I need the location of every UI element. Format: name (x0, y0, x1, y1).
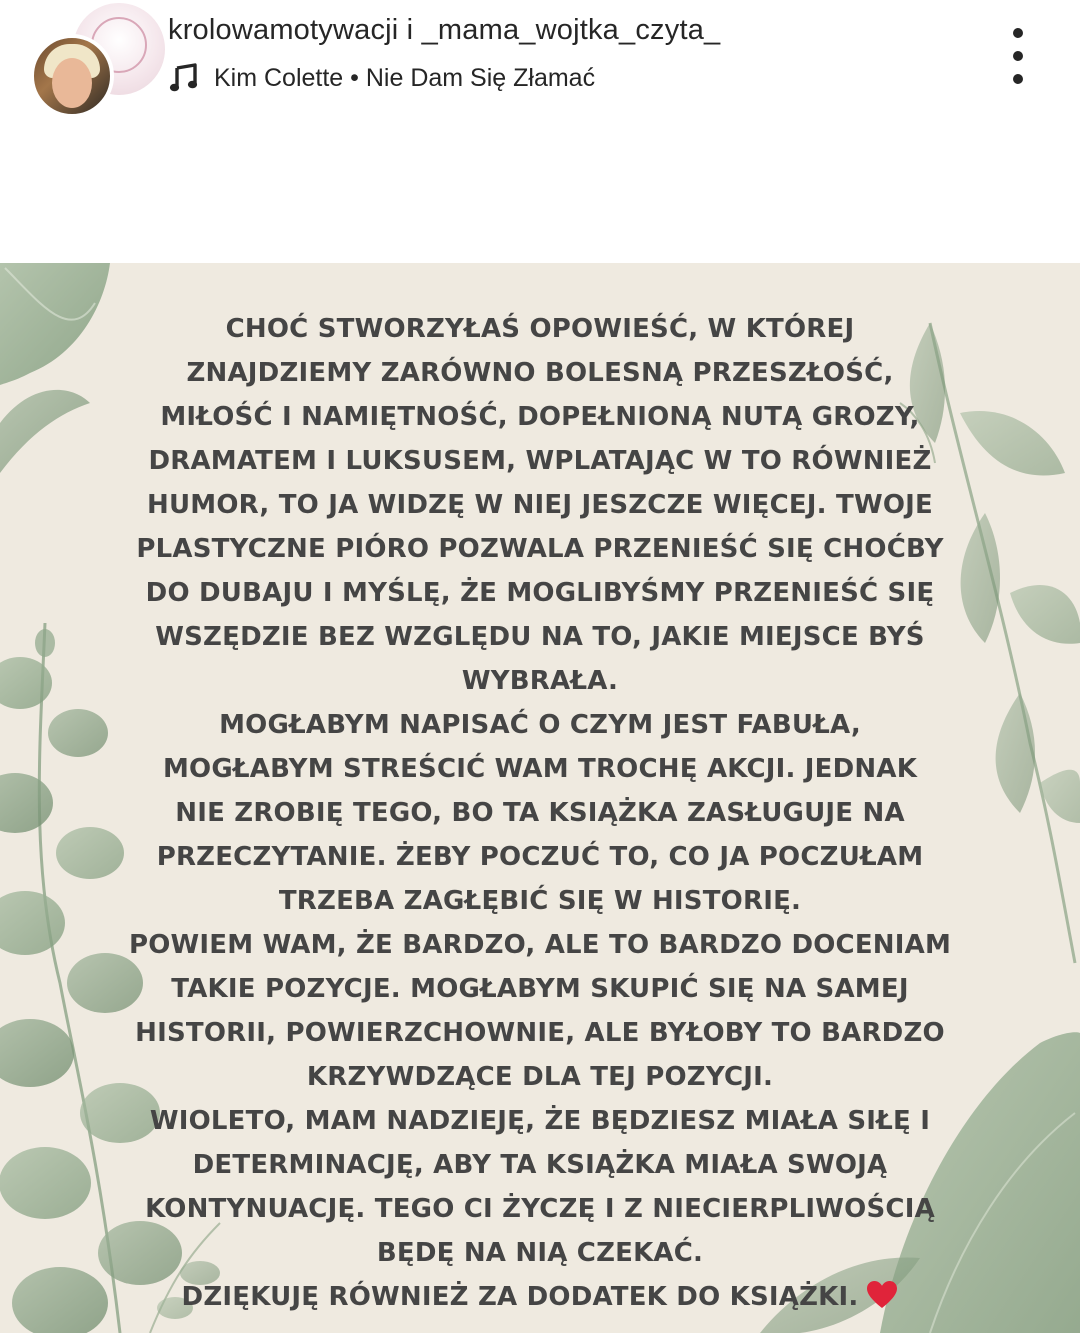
post-usernames[interactable]: krolowamotywacji i _mama_wojtka_czyta_ (168, 14, 721, 46)
text-line: MOGŁABYM STREŚCIĆ WAM TROCHĘ AKCJI. JEDNAK (162, 754, 918, 784)
avatar-face-shape (52, 58, 92, 108)
text-line: DRAMATEM I LUKSUSEM, WPLATAJĄC W TO RÓWNIEŻ (148, 446, 932, 476)
more-options-button[interactable] (998, 28, 1038, 84)
text-line: BĘDĘ NA NIĄ CZEKAĆ. (376, 1238, 704, 1268)
collab-avatars[interactable] (30, 0, 150, 120)
text-line: DETERMINACJĘ, ABY TA KSIĄŻKA MIAŁA SWOJĄ (192, 1150, 888, 1180)
text-line: MOGŁABYM NAPISAĆ O CZYM JEST FABUŁA, (219, 710, 861, 740)
text-line: PRZECZYTANIE. ŻEBY POCZUĆ TO, CO JA POCZUŁAM (156, 842, 924, 872)
post-image[interactable] (0, 263, 1080, 1333)
text-line: HISTORII, POWIERZCHOWNIE, ALE BYŁOBY TO BARDZO (135, 1018, 945, 1048)
text-line: KONTYNUACJĘ. TEGO CI ŻYCZĘ I Z NIECIERPLIWOŚCIĄ (145, 1194, 935, 1224)
red-heart-icon (866, 1280, 898, 1310)
text-line-last (70, 1275, 1010, 1319)
text-line: TAKIE POZYCJE. MOGŁABYM SKUPIĆ SIĘ NA SAMEJ (171, 974, 909, 1004)
text-line: DO DUBAJU I MYŚLĘ, ŻE MOGLIBYŚMY PRZENIEŚĆ SIĘ (145, 578, 935, 608)
post-header (0, 0, 1080, 140)
text-line: PLASTYCZNE PIÓRO POZWALA PRZENIEŚĆ SIĘ CHOĆBY (136, 534, 944, 564)
text-line: WIOLETO, MAM NADZIEJĘ, ŻE BĘDZIESZ MIAŁA SIŁĘ I (149, 1106, 931, 1136)
music-attribution[interactable] (168, 60, 595, 96)
text-line: TRZEBA ZAGŁĘBIĆ SIĘ W HISTORIĘ. (278, 886, 802, 916)
post-caption-text (70, 307, 1010, 1319)
more-options-icon (1013, 28, 1023, 38)
text-line: WYBRAŁA. (461, 666, 619, 696)
text-line: ZNAJDZIEMY ZARÓWNO BOLESNĄ PRZESZŁOŚĆ, (186, 358, 894, 388)
music-note-icon (168, 62, 200, 94)
text-line: NIE ZROBIĘ TEGO, BO TA KSIĄŻKA ZASŁUGUJE NA (175, 798, 905, 828)
text-line: KRZYWDZĄCE DLA TEJ POZYCJI. (306, 1062, 774, 1092)
text-line: HUMOR, TO JA WIDZĘ W NIEJ JESZCZE WIĘCEJ. TWOJE (147, 490, 933, 520)
text-line: POWIEM WAM, ŻE BARDZO, ALE TO BARDZO DOCENIAM (128, 930, 952, 960)
more-options-dot (1013, 74, 1023, 84)
more-options-dot (1013, 51, 1023, 61)
text-line: WSZĘDZIE BEZ WZGLĘDU NA TO, JAKIE MIEJSCE BYŚ (155, 622, 925, 652)
text-line: CHOĆ STWORZYŁAŚ OPOWIEŚĆ, W KTÓREJ (225, 314, 855, 344)
thanks-text: DZIĘKUJĘ RÓWNIEŻ ZA DODATEK DO KSIĄŻKI. (181, 1282, 859, 1312)
text-line: MIŁOŚĆ I NAMIĘTNOŚĆ, DOPEŁNIONĄ NUTĄ GROZY, (160, 402, 920, 432)
avatar-primary[interactable] (30, 34, 114, 118)
music-track-label: Kim Colette • Nie Dam Się Złamać (214, 63, 596, 92)
